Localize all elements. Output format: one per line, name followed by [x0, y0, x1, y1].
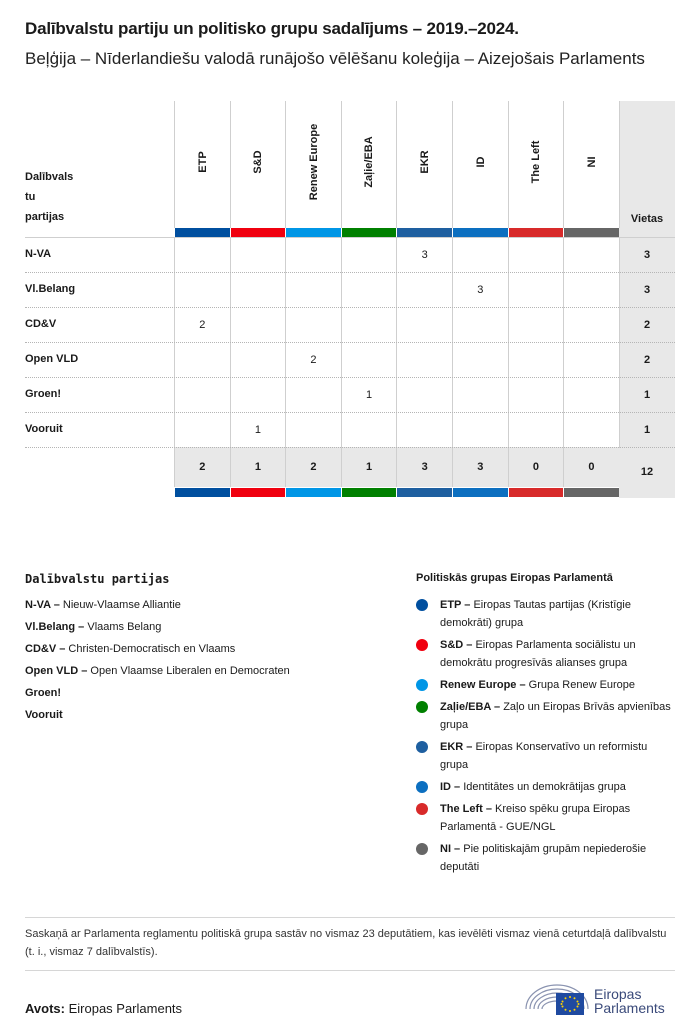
column-header-label: EKR [418, 150, 431, 174]
group-abbr: S&D – [440, 639, 473, 651]
group-abbr: ID – [440, 781, 461, 793]
party-abbr: Open VLD – [25, 665, 88, 677]
group-total: 1 [230, 447, 286, 487]
column-header [508, 101, 564, 228]
seat-cell [508, 273, 564, 308]
logo-line: Parlaments [594, 1000, 665, 1016]
group-color-bar [286, 228, 341, 237]
seat-cell [452, 238, 508, 273]
party-legend-item [25, 662, 395, 684]
table-row [25, 342, 675, 377]
seat-cell [174, 273, 230, 308]
seat-cell [563, 273, 619, 308]
row-header-label [25, 167, 73, 227]
party-abbr: CD&V – [25, 643, 66, 655]
seat-cell [174, 238, 230, 273]
seat-cell [452, 378, 508, 413]
party-name: Groen! [25, 388, 62, 400]
group-color-bar [564, 228, 619, 237]
group-legend-item [416, 738, 676, 774]
seat-cell [285, 238, 341, 273]
seat-cell [396, 273, 452, 308]
group-legend-title: Politiskās grupas Eiropas Parlamentā [416, 572, 613, 584]
row-total: 2 [643, 354, 651, 366]
party-legend-item [25, 706, 395, 728]
seat-cell [396, 413, 452, 448]
seat-cell [563, 238, 619, 273]
group-abbr: ETP – [440, 599, 471, 611]
row-header-line: Dalībvals [25, 171, 74, 183]
group-total: 3 [452, 447, 508, 487]
party-full-name: Open Vlaamse Liberalen en Democraten [90, 665, 290, 677]
seat-cell [341, 273, 397, 308]
group-color-bar [397, 228, 452, 237]
party-legend [25, 596, 395, 728]
seat-cell [508, 238, 564, 273]
page-title: Dalībvalstu partiju un politisko grupu sadalījums – 2019.–2024. [25, 19, 519, 38]
table-row [25, 272, 675, 307]
group-color-dot-icon [416, 803, 428, 815]
seats-header: Vietas [630, 213, 664, 225]
group-full-name: Zaļo un Eiropas Brīvās apvienības grupa [440, 701, 671, 731]
group-color-dot-icon [416, 639, 428, 651]
group-color-dot-icon [416, 781, 428, 793]
seat-cell [285, 413, 341, 448]
table-row [25, 377, 675, 412]
column-header [396, 101, 452, 228]
seat-cell: 2 [285, 343, 341, 378]
seat-cell [230, 273, 286, 308]
column-header-label: ETP [196, 151, 209, 173]
group-total: 0 [563, 447, 619, 487]
row-header-line: tu [25, 191, 36, 203]
column-divider [619, 101, 620, 228]
row-total: 3 [643, 249, 651, 261]
column-header [285, 101, 341, 228]
party-legend-item [25, 684, 395, 706]
party-full-name: Christen-Democratisch en Vlaams [68, 643, 236, 655]
group-color-bar [231, 488, 286, 497]
group-legend-item [416, 636, 676, 672]
parliament-logo-icon [522, 979, 592, 1021]
logo-text [594, 987, 665, 1015]
group-full-name: Pie politiskajām grupām nepiederošie deputāti [440, 843, 647, 873]
group-color-bar [231, 228, 286, 237]
column-header-label: S&D [252, 150, 265, 174]
column-header [230, 101, 286, 228]
group-legend-item [416, 698, 676, 734]
seat-distribution-table [25, 101, 675, 498]
seat-cell [341, 238, 397, 273]
group-full-name: Identitātes un demokrātijas grupa [463, 781, 626, 793]
seat-cell: 3 [396, 238, 452, 273]
group-color-bar [509, 228, 564, 237]
table-row [25, 307, 675, 342]
column-header-label: The Left [530, 140, 543, 184]
group-color-bar [175, 228, 230, 237]
row-total: 1 [643, 424, 651, 436]
seat-cell [285, 273, 341, 308]
group-legend [416, 596, 676, 880]
row-total: 3 [643, 284, 651, 296]
seat-cell [341, 343, 397, 378]
party-name: Vl.Belang [25, 283, 76, 295]
party-name: CD&V [25, 318, 57, 330]
column-header [174, 101, 230, 228]
column-header-label: Zaļie/EBA [363, 136, 376, 188]
group-legend-item [416, 676, 676, 694]
seat-cell [396, 378, 452, 413]
group-abbr: Renew Europe – [440, 679, 526, 691]
seat-cell [508, 308, 564, 343]
seat-cell [341, 413, 397, 448]
group-legend-item [416, 800, 676, 836]
column-header-label: NI [585, 156, 598, 168]
european-parliament-logo [522, 979, 682, 1021]
source-label: Avots: [25, 1001, 65, 1016]
column-header-label: ID [474, 156, 487, 168]
seat-cell [563, 378, 619, 413]
seat-cell [452, 343, 508, 378]
seat-cell [174, 413, 230, 448]
footnote: Saskaņā ar Parlamenta reglamentu politiskā grupa sastāv no vismaz 23 deputātiem, kas ievēlēti vismaz vienā ceturtdaļā dalībvalstu (t. i., vismaz 7 dalībvalstīs). [25, 928, 667, 958]
row-divider [25, 447, 675, 448]
row-total: 2 [643, 319, 651, 331]
column-header [452, 101, 508, 228]
group-color-dot-icon [416, 741, 428, 753]
group-full-name: Grupa Renew Europe [528, 679, 636, 691]
group-color-bar [342, 228, 397, 237]
group-total: 2 [285, 447, 341, 487]
divider [25, 917, 675, 918]
seat-cell: 3 [452, 273, 508, 308]
party-abbr: Groen! [25, 687, 62, 699]
group-full-name: Eiropas Parlamenta sociālistu un demokrātu progresīvās alianses grupa [440, 639, 636, 669]
seat-cell [174, 378, 230, 413]
seat-cell [285, 378, 341, 413]
seat-cell: 1 [230, 413, 286, 448]
logo-line: Eiropas [594, 986, 642, 1002]
page-subtitle: Beļģija – Nīderlandiešu valodā runājošo vēlēšanu koleģija – Aizejošais Parlaments [25, 49, 645, 68]
group-abbr: EKR – [440, 741, 473, 753]
group-total: 2 [174, 447, 230, 487]
seat-cell [174, 343, 230, 378]
group-full-name: Eiropas Konservatīvo un reformistu grupa [440, 741, 648, 771]
group-color-bar [564, 488, 619, 497]
seat-cell [230, 308, 286, 343]
table-row [25, 237, 675, 272]
group-color-bar [342, 488, 397, 497]
column-header-label: Renew Europe [307, 123, 320, 201]
group-color-dot-icon [416, 679, 428, 691]
seat-cell [341, 308, 397, 343]
grand-total: 12 [640, 466, 654, 478]
party-name: Vooruit [25, 423, 63, 435]
group-total: 1 [341, 447, 397, 487]
party-abbr: Vl.Belang – [25, 621, 85, 633]
party-name: N-VA [25, 248, 52, 260]
group-color-bar [509, 488, 564, 497]
seat-cell [285, 308, 341, 343]
group-color-dot-icon [416, 599, 428, 611]
seat-cell: 2 [174, 308, 230, 343]
group-abbr: The Left – [440, 803, 492, 815]
seat-cell [508, 343, 564, 378]
seat-cell [230, 238, 286, 273]
row-header-line: partijas [25, 211, 65, 223]
source-value: Eiropas Parlaments [68, 1001, 183, 1016]
group-abbr: Zaļie/EBA – [440, 701, 501, 713]
seat-cell [230, 343, 286, 378]
seat-cell [563, 413, 619, 448]
group-abbr: NI – [440, 843, 461, 855]
seat-cell [563, 308, 619, 343]
seat-cell [396, 343, 452, 378]
group-total: 0 [508, 447, 564, 487]
seat-cell [452, 308, 508, 343]
group-legend-item [416, 596, 676, 632]
row-total: 1 [643, 389, 651, 401]
group-color-dot-icon [416, 701, 428, 713]
seat-cell [508, 378, 564, 413]
seat-cell [563, 343, 619, 378]
group-color-bar [397, 488, 452, 497]
party-full-name: Nieuw-Vlaamse Alliantie [62, 599, 181, 611]
party-legend-item [25, 640, 395, 662]
column-header [341, 101, 397, 228]
group-color-bar [175, 488, 230, 497]
group-full-name: Eiropas Tautas partijas (Kristīgie demokrāti) grupa [440, 599, 631, 629]
group-total: 3 [396, 447, 452, 487]
group-legend-item [416, 840, 676, 876]
group-full-name: Kreiso spēku grupa Eiropas Parlamentā - GUE/NGL [440, 803, 631, 833]
party-legend-item [25, 596, 395, 618]
sum-row [174, 447, 619, 487]
seat-cell [230, 378, 286, 413]
party-abbr: N-VA – [25, 599, 60, 611]
column-header [563, 101, 619, 228]
group-color-dot-icon [416, 843, 428, 855]
seat-cell: 1 [341, 378, 397, 413]
party-name: Open VLD [25, 353, 79, 365]
table-row [25, 412, 675, 447]
group-color-bar [453, 228, 508, 237]
group-color-bar [286, 488, 341, 497]
divider [25, 970, 675, 971]
seat-cell [508, 413, 564, 448]
seat-cell [396, 308, 452, 343]
group-color-bar [453, 488, 508, 497]
party-abbr: Vooruit [25, 709, 63, 721]
seat-cell [452, 413, 508, 448]
party-full-name: Vlaams Belang [87, 621, 162, 633]
source-line [25, 1001, 182, 1016]
party-legend-title: Dalībvalstu partijas [25, 572, 170, 586]
party-legend-item [25, 618, 395, 640]
group-legend-item [416, 778, 676, 796]
